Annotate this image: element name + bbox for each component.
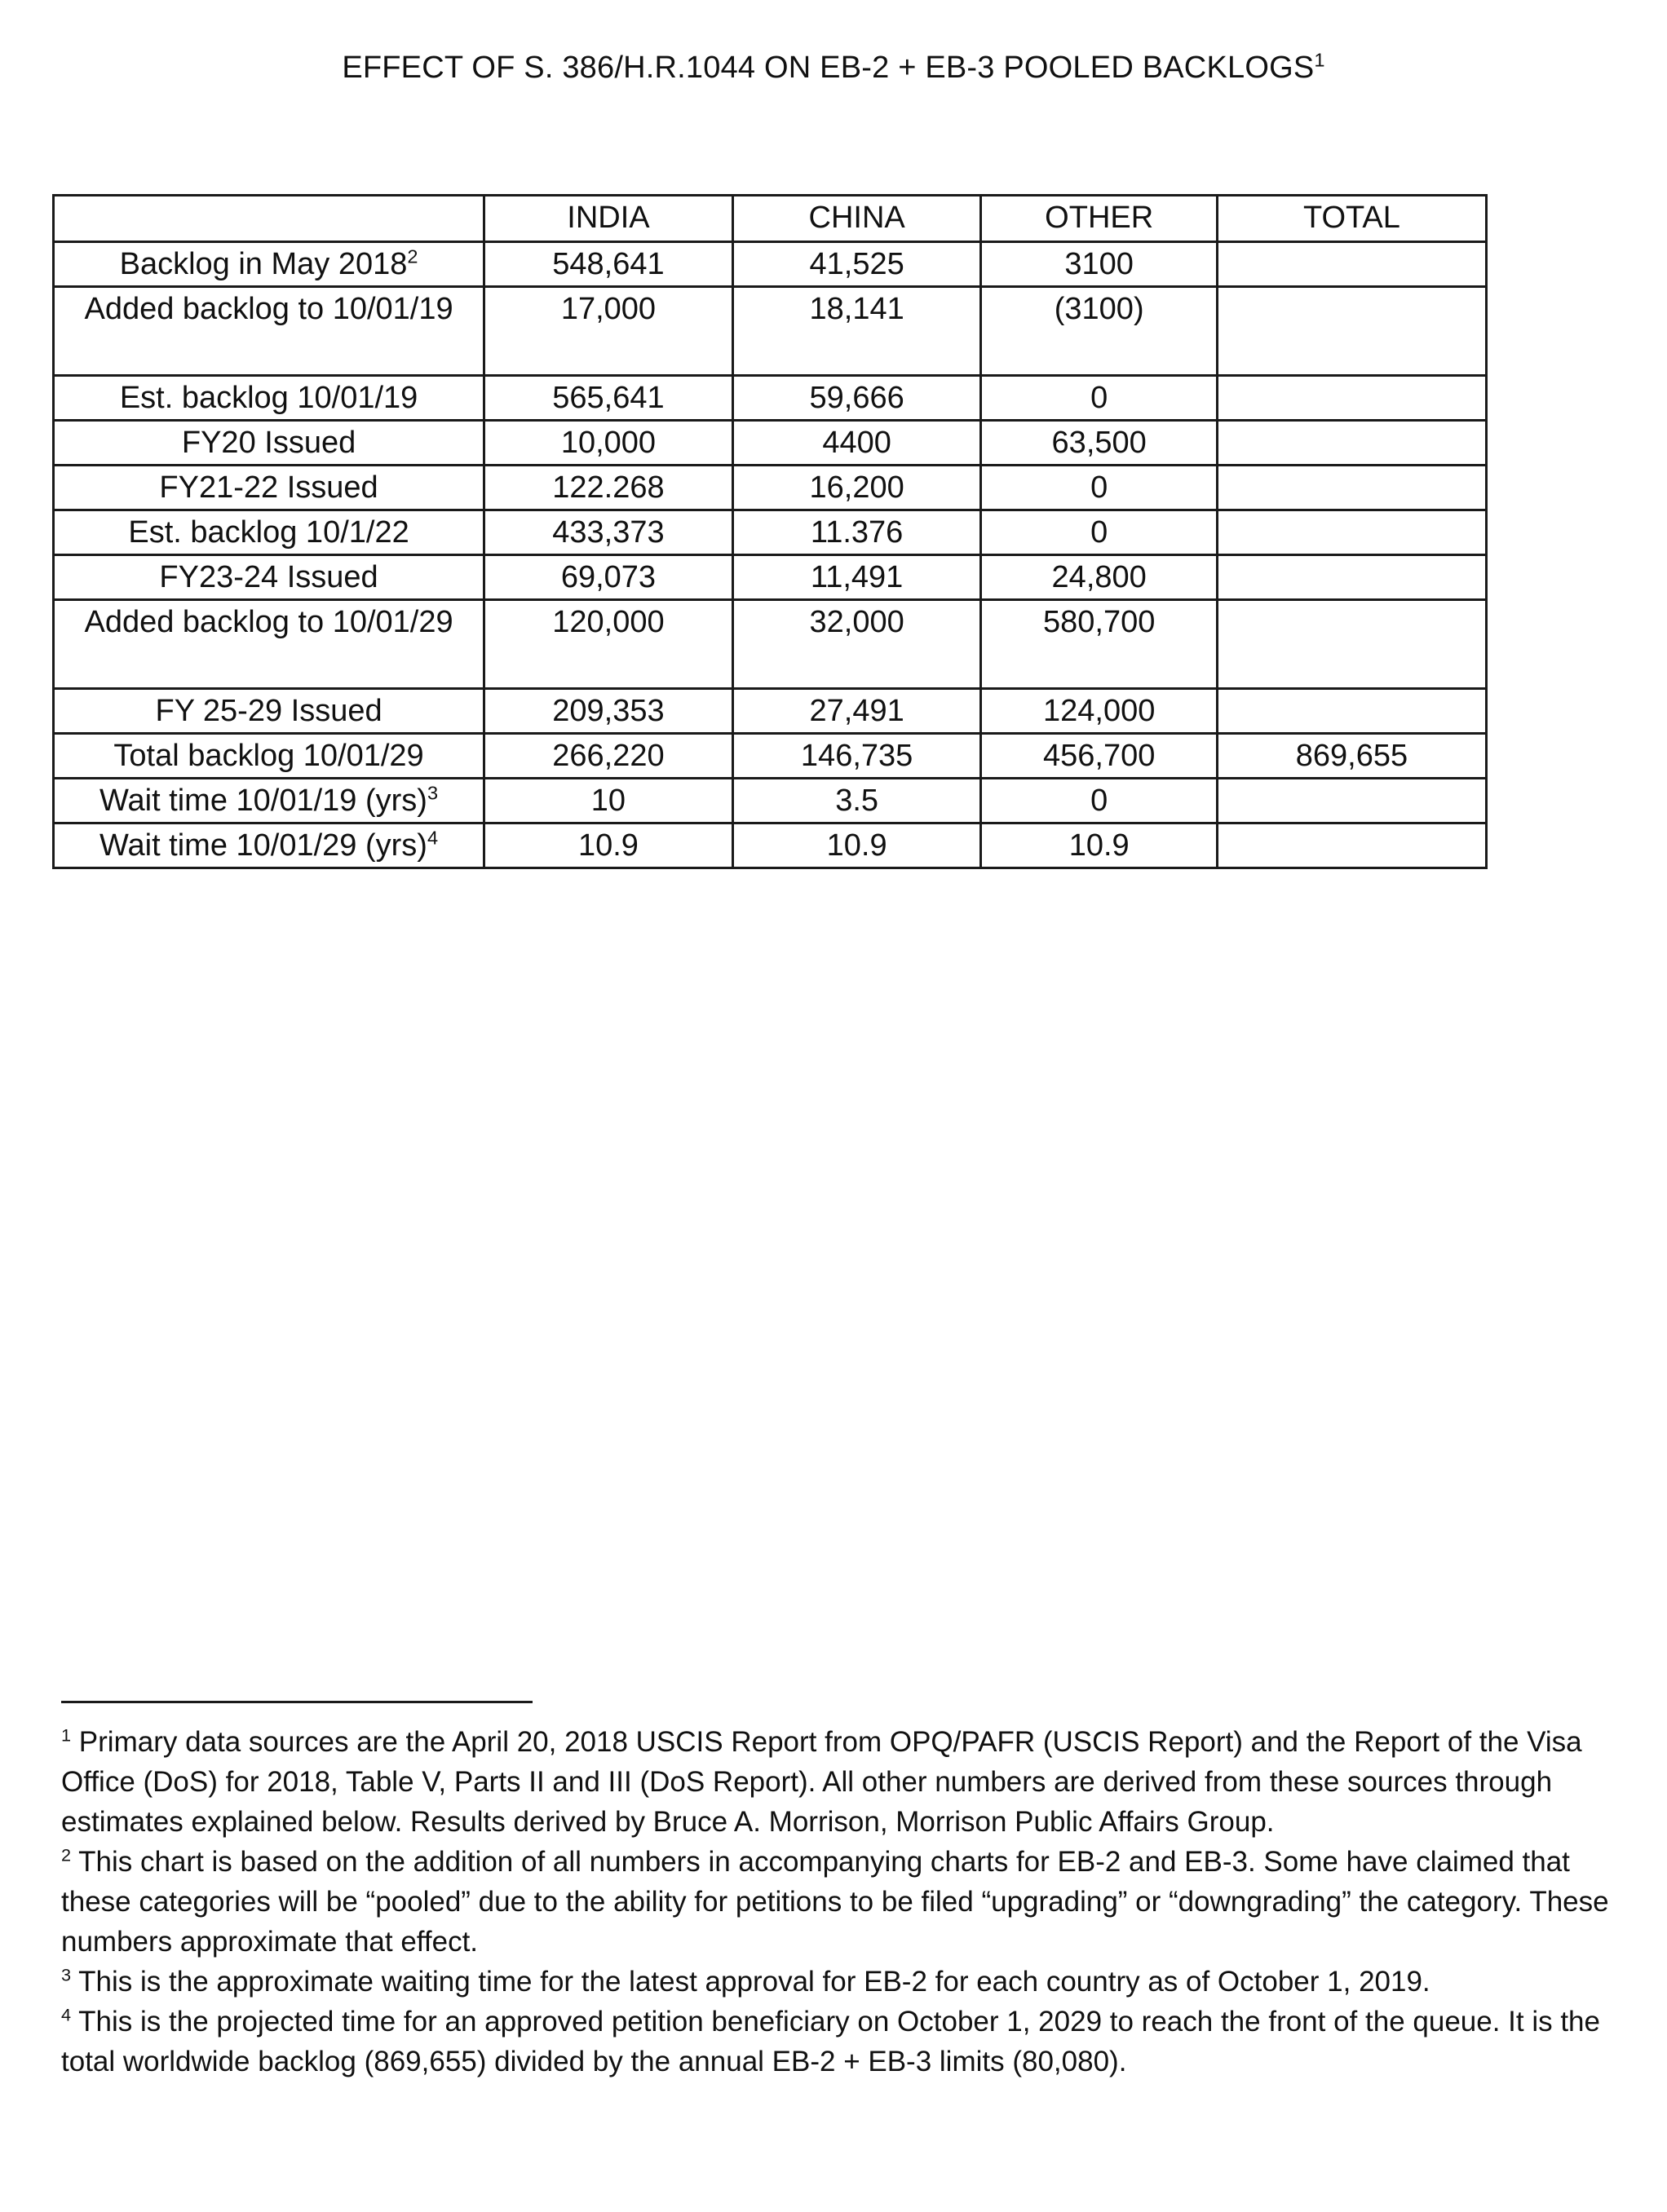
row-label-text: Est. backlog 10/01/19 bbox=[119, 381, 418, 415]
cell-total bbox=[1217, 376, 1486, 421]
cell-other: 24,800 bbox=[981, 555, 1217, 600]
row-label bbox=[54, 466, 484, 510]
header-cell-label bbox=[54, 196, 484, 242]
table-row bbox=[54, 823, 1487, 868]
title-footnote-ref: 1 bbox=[1314, 49, 1325, 71]
cell-china: 4400 bbox=[732, 421, 981, 466]
row-label-footnote-ref: 2 bbox=[407, 245, 418, 267]
footnote-text: This is the approximate waiting time for the latest approval for EB-2 for each country as of October 1, 2019. bbox=[78, 1966, 1430, 1998]
cell-india: 69,073 bbox=[484, 555, 733, 600]
cell-other: 3100 bbox=[981, 242, 1217, 287]
cell-total bbox=[1217, 823, 1486, 868]
table-row bbox=[54, 555, 1487, 600]
cell-india: 122.268 bbox=[484, 466, 733, 510]
cell-other: 0 bbox=[981, 466, 1217, 510]
row-label bbox=[54, 376, 484, 421]
header-cell-other: OTHER bbox=[981, 196, 1217, 242]
cell-india: 10 bbox=[484, 779, 733, 823]
table-row bbox=[54, 287, 1487, 376]
row-label-text: Added backlog to 10/01/19 bbox=[84, 292, 453, 326]
cell-other: 0 bbox=[981, 510, 1217, 555]
row-label bbox=[54, 734, 484, 779]
cell-total bbox=[1217, 689, 1486, 734]
cell-total bbox=[1217, 287, 1486, 376]
footnote-text: This chart is based on the addition of all numbers in accompanying charts for EB-2 and EB-3. Some have claimed that these categories will be “pooled” due to the ability for petitions to be filed “upgrading” or “downgrading” the category. These numbers approximate that effect. bbox=[61, 1846, 1609, 1958]
cell-india: 433,373 bbox=[484, 510, 733, 555]
row-label-text: Est. backlog 10/1/22 bbox=[128, 515, 409, 550]
cell-india: 548,641 bbox=[484, 242, 733, 287]
row-label-text: Wait time 10/01/19 (yrs) bbox=[99, 784, 427, 818]
cell-other: 580,700 bbox=[981, 600, 1217, 689]
footnotes bbox=[61, 1722, 1611, 2082]
cell-total bbox=[1217, 421, 1486, 466]
table-row bbox=[54, 600, 1487, 689]
cell-total bbox=[1217, 242, 1486, 287]
cell-china: 18,141 bbox=[732, 287, 981, 376]
footnote-number: 1 bbox=[61, 1724, 72, 1746]
row-label bbox=[54, 779, 484, 823]
row-label-text: FY23-24 Issued bbox=[159, 560, 378, 594]
row-label bbox=[54, 242, 484, 287]
footnote-divider bbox=[61, 1701, 533, 1703]
header-cell-china: CHINA bbox=[732, 196, 981, 242]
row-label bbox=[54, 510, 484, 555]
row-label-text: FY 25-29 Issued bbox=[155, 694, 382, 728]
cell-china: 27,491 bbox=[732, 689, 981, 734]
footnote-text: This is the projected time for an approved petition beneficiary on October 1, 2029 to reach the front of the queue. It is the total worldwide backlog (869,655) divided by the annual EB-2 + EB-3 limits (80,080). bbox=[61, 2006, 1600, 2077]
cell-india: 266,220 bbox=[484, 734, 733, 779]
cell-other: 0 bbox=[981, 779, 1217, 823]
cell-other: 10.9 bbox=[981, 823, 1217, 868]
cell-china: 32,000 bbox=[732, 600, 981, 689]
header-cell-india: INDIA bbox=[484, 196, 733, 242]
table-row bbox=[54, 376, 1487, 421]
footnote-1 bbox=[61, 1722, 1611, 1842]
cell-china: 146,735 bbox=[732, 734, 981, 779]
cell-india: 10,000 bbox=[484, 421, 733, 466]
cell-india: 565,641 bbox=[484, 376, 733, 421]
row-label-text: FY20 Issued bbox=[181, 426, 356, 460]
cell-other: 63,500 bbox=[981, 421, 1217, 466]
cell-china: 59,666 bbox=[732, 376, 981, 421]
cell-other: (3100) bbox=[981, 287, 1217, 376]
cell-india: 10.9 bbox=[484, 823, 733, 868]
row-label-text: Total backlog 10/01/29 bbox=[113, 739, 424, 773]
row-label bbox=[54, 600, 484, 689]
row-label-text: FY21-22 Issued bbox=[159, 470, 378, 505]
cell-china: 41,525 bbox=[732, 242, 981, 287]
table-row bbox=[54, 734, 1487, 779]
cell-india: 120,000 bbox=[484, 600, 733, 689]
cell-china: 10.9 bbox=[732, 823, 981, 868]
row-label-text: Backlog in May 2018 bbox=[119, 247, 408, 281]
row-label-text: Added backlog to 10/01/29 bbox=[84, 605, 453, 639]
footnote-number: 2 bbox=[61, 1844, 72, 1865]
cell-total bbox=[1217, 466, 1486, 510]
cell-total bbox=[1217, 510, 1486, 555]
row-label bbox=[54, 823, 484, 868]
table-row bbox=[54, 689, 1487, 734]
footnote-2 bbox=[61, 1842, 1611, 1962]
row-label bbox=[54, 421, 484, 466]
row-label-text: Wait time 10/01/29 (yrs) bbox=[99, 828, 427, 863]
footnote-4 bbox=[61, 2002, 1611, 2082]
table-row bbox=[54, 421, 1487, 466]
table-row bbox=[54, 779, 1487, 823]
backlog-table bbox=[52, 194, 1488, 869]
cell-china: 3.5 bbox=[732, 779, 981, 823]
footnote-text: Primary data sources are the April 20, 2018 USCIS Report from OPQ/PAFR (USCIS Report) and the Report of the Visa Office (DoS) for 2018, Table V, Parts II and III (DoS Report). All other numbers are derived from these sources through estimates explained below. Results derived by Bruce A. Morrison, Morrison Public Affairs Group. bbox=[61, 1726, 1582, 1838]
page-title-text: EFFECT OF S. 386/H.R.1044 ON EB-2 + EB-3 POOLED BACKLOGS bbox=[342, 51, 1315, 85]
footnote-number: 3 bbox=[61, 1964, 72, 1985]
table-row bbox=[54, 242, 1487, 287]
cell-india: 17,000 bbox=[484, 287, 733, 376]
cell-total: 869,655 bbox=[1217, 734, 1486, 779]
cell-india: 209,353 bbox=[484, 689, 733, 734]
cell-china: 11,491 bbox=[732, 555, 981, 600]
cell-total bbox=[1217, 555, 1486, 600]
cell-other: 0 bbox=[981, 376, 1217, 421]
footnote-3 bbox=[61, 1962, 1611, 2002]
cell-total bbox=[1217, 600, 1486, 689]
page-title bbox=[0, 51, 1667, 86]
header-cell-total: TOTAL bbox=[1217, 196, 1486, 242]
row-label-footnote-ref: 4 bbox=[427, 827, 439, 849]
table-row bbox=[54, 510, 1487, 555]
row-label bbox=[54, 689, 484, 734]
cell-china: 16,200 bbox=[732, 466, 981, 510]
row-label bbox=[54, 555, 484, 600]
cell-other: 456,700 bbox=[981, 734, 1217, 779]
table-header-row bbox=[54, 196, 1487, 242]
cell-total bbox=[1217, 779, 1486, 823]
row-label bbox=[54, 287, 484, 376]
cell-china: 11.376 bbox=[732, 510, 981, 555]
cell-other: 124,000 bbox=[981, 689, 1217, 734]
row-label-footnote-ref: 3 bbox=[427, 782, 439, 804]
footnote-number: 4 bbox=[61, 2004, 72, 2025]
table-row bbox=[54, 466, 1487, 510]
